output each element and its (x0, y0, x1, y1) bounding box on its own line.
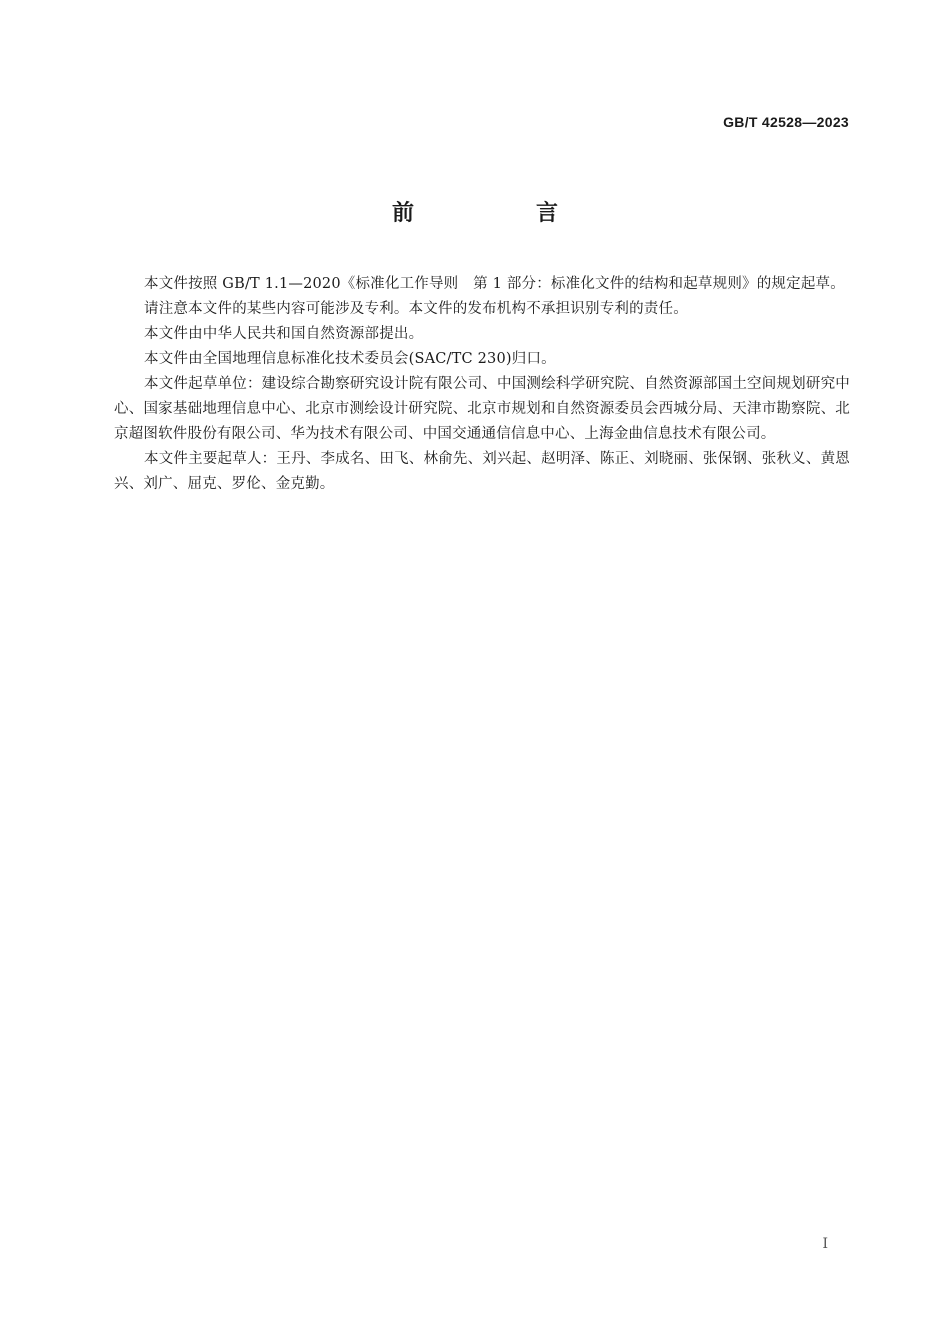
foreword-body (114, 272, 850, 497)
paragraph-proposer: 本文件由中华人民共和国自然资源部提出。 (144, 326, 424, 342)
page-number: I (822, 1236, 828, 1252)
paragraph-technical-committee: 本文件由全国地理信息标准化技术委员会(SAC/TC 230)归口。 (144, 351, 556, 367)
paragraph-drafting-organizations: 本文件起草单位：建设综合勘察研究设计院有限公司、中国测绘科学研究院、自然资源部国土空间规划研究中心、国家基础地理信息中心、北京市测绘设计研究院、北京市规划和自然资源委员会西城分局、天津市勘察院、北京超图软件股份有限公司、华为技术有限公司、中国交通通信信息中心、上海金曲信息技术有限公司。 (114, 376, 850, 442)
page-title: 前 言 (391, 201, 608, 226)
document-code: GB/T 42528—2023 (723, 114, 849, 130)
paragraph-drafting-rules: 本文件按照 GB/T 1.1—2020《标准化工作导则 第 1 部分：标准化文件的结构和起草规则》的规定起草。 (144, 276, 845, 292)
paragraph-patent-notice: 请注意本文件的某些内容可能涉及专利。本文件的发布机构不承担识别专利的责任。 (144, 301, 688, 317)
paragraph-main-drafters: 本文件主要起草人：王丹、李成名、田飞、林俞先、刘兴起、赵明泽、陈正、刘晓丽、张保钢、张秋义、黄恩兴、刘广、屈克、罗伦、金克勤。 (114, 451, 850, 492)
